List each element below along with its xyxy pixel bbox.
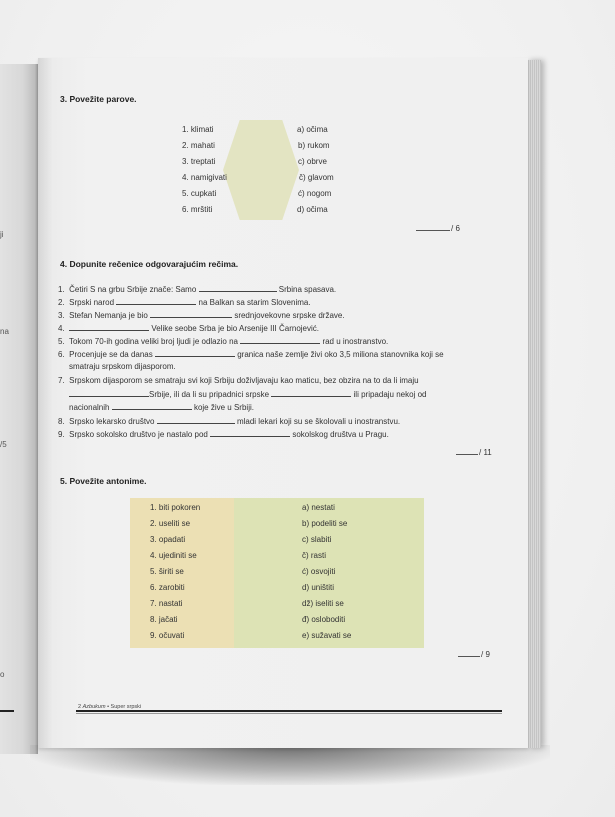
left-page-fragment: ji [0, 230, 4, 239]
exercise-4-score [456, 448, 492, 457]
table-cell: 6. zarobiti [150, 583, 185, 592]
table-cell: đ) osloboditi [302, 615, 346, 624]
answer-blank[interactable] [157, 416, 235, 424]
answer-blank[interactable] [199, 284, 277, 292]
table-cell: b) podeliti se [302, 519, 348, 528]
left-page-footer-rule [0, 710, 14, 712]
table-cell: 2. useliti se [150, 519, 191, 528]
score-blank[interactable] [458, 656, 480, 657]
table-cell: 5. širiti se [150, 567, 184, 576]
score-blank[interactable] [416, 230, 450, 231]
left-page-fragment: na [0, 327, 9, 336]
book-title: Azbukum [82, 704, 106, 710]
list-item: 6. mrštiti [182, 205, 213, 214]
footer-rule-thin [76, 713, 502, 714]
list-item: ć) nogom [298, 189, 332, 198]
sentence-6-continued: smatraju srpskom dijasporom. [69, 362, 176, 371]
table-cell: 1. biti pokoren [150, 503, 201, 512]
footer-rule [76, 710, 502, 712]
list-item: d) očima [297, 205, 328, 214]
page-stack-edge [527, 60, 541, 748]
exercise-3-score [416, 224, 460, 233]
answer-blank[interactable] [69, 323, 149, 331]
table-cell: 7. nastati [150, 599, 183, 608]
score-blank[interactable] [456, 454, 478, 455]
book-shadow [30, 745, 550, 785]
answer-blank[interactable] [271, 389, 351, 397]
answer-blank[interactable] [69, 389, 149, 397]
table-cell: a) nestati [302, 503, 335, 512]
sentence-2: 2. Srpski narod na Balkan sa starim Slovenima. [58, 298, 311, 307]
answer-blank[interactable] [240, 336, 320, 344]
series-title: Super srpski [110, 704, 142, 710]
sentence-7-continued: Srbije, ili da li su pripadnici srpske ili pripadaju nekoj od [69, 389, 426, 399]
left-page-fragment: o [0, 670, 5, 679]
table-cell: ć) osvojiti [302, 567, 336, 576]
table-cell: e) sužavati se [302, 631, 352, 640]
left-page-edge [0, 64, 38, 754]
exercise-5-title: 5. Povežite antonime. [60, 476, 147, 486]
left-page-fragment: /5 [0, 440, 7, 449]
list-item: č) glavom [299, 173, 334, 182]
sentence-8: 8. Srpsko lekarsko društvo mladi lekari koji su se školovali u inostranstvu. [58, 417, 401, 426]
list-item: b) rukom [298, 141, 330, 150]
table-cell: d) uništiti [302, 583, 335, 592]
list-item: 2. mahati [182, 141, 215, 150]
score-total: / 11 [479, 448, 492, 457]
answer-blank[interactable] [155, 349, 235, 357]
sentence-5: 5. Tokom 70-ih godina veliki broj ljudi je odlazio na rad u inostranstvo. [58, 337, 389, 346]
workbook-page [38, 58, 528, 748]
sentence-4: 4. Velike seobe Srba je bio Arsenije III Čarnojević. [58, 324, 320, 333]
sentence-9: 9. Srpsko sokolsko društvo je nastalo pod sokolskog društva u Pragu. [58, 430, 389, 439]
answer-blank[interactable] [210, 429, 290, 437]
list-item: a) očima [297, 125, 328, 134]
answer-blank[interactable] [116, 297, 196, 305]
table-cell: 4. ujediniti se [150, 551, 197, 560]
table-cell: č) rasti [302, 551, 326, 560]
sentence-7-continued-2: nacionalnih koje žive u Srbiji. [69, 403, 254, 412]
sentence-6: 6. Procenjuje se da danas granica naše zemlje živi oko 3,5 miliona stanovnika koji se [58, 350, 444, 359]
hexagon-decoration [223, 120, 299, 220]
page-number: 2 [78, 704, 82, 710]
list-item: 5. cupkati [182, 189, 217, 198]
table-cell: c) slabiti [302, 535, 332, 544]
table-cell: 9. očuvati [150, 631, 185, 640]
antonyms-table [130, 498, 424, 648]
exercise-4-title: 4. Dopunite rečenice odgovarajućim rečima. [60, 259, 239, 269]
exercise-5-score [458, 650, 490, 659]
table-cell: dž) iseliti se [302, 599, 344, 608]
list-item: c) obrve [298, 157, 327, 166]
list-item: 3. treptati [182, 157, 216, 166]
score-total: / 6 [451, 224, 460, 233]
exercise-3-title: 3. Povežite parove. [60, 94, 137, 104]
table-cell: 3. opadati [150, 535, 186, 544]
sentence-1: 1. Četiri S na grbu Srbije znače: Samo Srbina spasava. [58, 285, 337, 294]
table-cell: 8. jačati [150, 615, 178, 624]
list-item: 1. klimati [182, 125, 214, 134]
list-item: 4. namigivati [182, 173, 227, 182]
answer-blank[interactable] [150, 310, 232, 318]
answer-blank[interactable] [112, 402, 192, 410]
score-total: / 9 [481, 650, 490, 659]
footer-bullet: • [107, 704, 109, 710]
sentence-7: 7. Srpskom dijasporom se smatraju svi koji Srbiju doživljavaju kao maticu, bez obzira na to da li imaju [58, 376, 419, 385]
sentence-3: 3. Stefan Nemanja je bio srednjovekovne srpske države. [58, 311, 345, 320]
